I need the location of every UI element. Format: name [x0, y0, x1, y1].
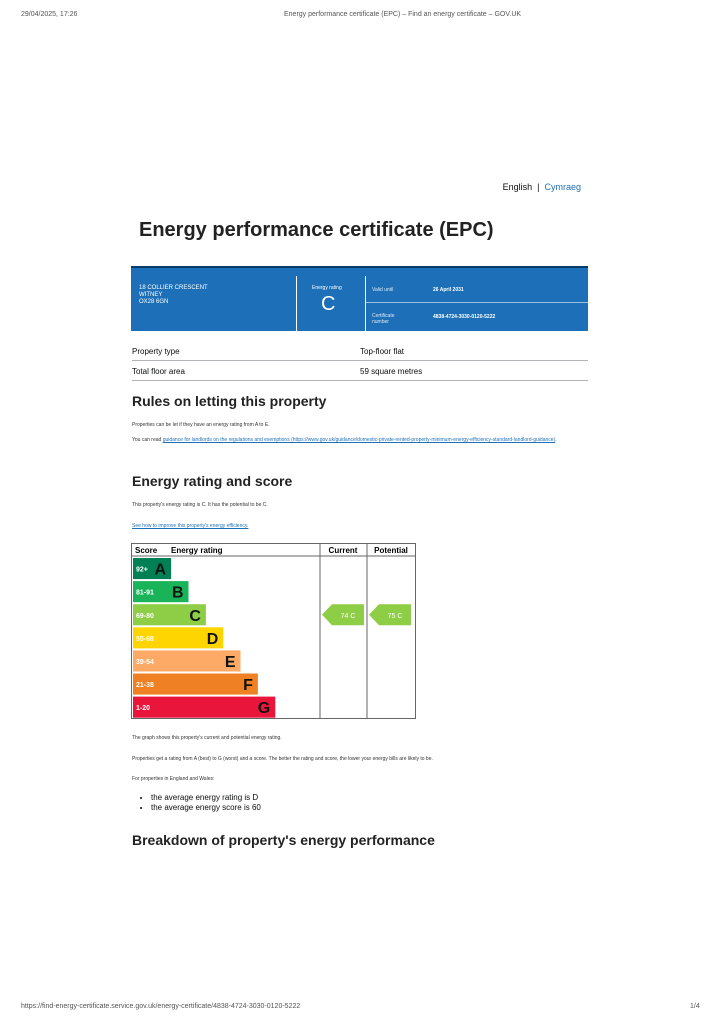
- address-line: WITNEY: [139, 292, 163, 298]
- banner-divider: [365, 276, 366, 331]
- england-wales-intro: For properties in England and Wales:: [132, 776, 215, 782]
- graph-header-score: Score: [135, 546, 158, 555]
- energy-rating-heading: Energy rating and score: [132, 473, 293, 489]
- property-address: [139, 285, 208, 306]
- language-welsh-link[interactable]: Cymraeg: [544, 182, 581, 192]
- average-rating-list: [134, 793, 261, 813]
- energy-rating-value: C: [321, 293, 336, 315]
- property-type-row: [132, 341, 588, 361]
- rules-guidance-suffix: .: [555, 437, 557, 443]
- floor-area-row: [132, 361, 588, 381]
- rules-heading: Rules on letting this property: [132, 393, 327, 409]
- improve-efficiency-link[interactable]: See how to improve this property's energy efficiency.: [132, 523, 249, 529]
- rules-paragraph: Properties can be let if they have an energy rating from A to E.: [132, 422, 270, 428]
- graph-header-current: Current: [328, 546, 358, 555]
- floor-area-value: 59 square metres: [360, 367, 423, 376]
- band-score-label: 1-20: [136, 705, 151, 713]
- language-switcher: [503, 182, 581, 192]
- energy-rating-paragraph: This property's energy rating is C. It has the potential to be C.: [132, 502, 268, 508]
- current-rating-arrow-label: 74 C: [340, 612, 356, 620]
- property-type-key: Property type: [132, 347, 180, 356]
- band-score-label: 81-91: [136, 589, 154, 597]
- list-item: • the average energy rating is D: [151, 793, 261, 803]
- print-datetime: 29/04/2025, 17:26: [21, 11, 78, 18]
- floor-area-key: Total floor area: [132, 367, 185, 376]
- language-separator: |: [537, 182, 540, 192]
- band-letter-label: F: [243, 677, 253, 695]
- epc-summary-banner: [131, 266, 588, 331]
- certificate-number-label-line: number: [372, 319, 389, 325]
- band-letter-label: C: [189, 607, 201, 625]
- certificate-number-value: 4838-4724-3030-0120-5222: [433, 314, 496, 320]
- graph-header-potential: Potential: [374, 546, 408, 555]
- band-score-label: 21-38: [136, 682, 154, 690]
- band-letter-label: G: [257, 700, 271, 718]
- breakdown-heading: Breakdown of property's energy performance: [132, 832, 435, 848]
- rules-guidance-prefix: You can read: [132, 437, 163, 443]
- landlord-guidance-link[interactable]: guidance for landlords on the regulations and exemptions (https://www.gov.uk/guidance/domestic-private-rented-property-minimum-energy-efficiency-standard-landlord-guidance): [162, 437, 556, 443]
- band-score-label: 69-80: [136, 612, 154, 620]
- band-letter-label: B: [171, 584, 184, 602]
- print-page-title: Energy performance certificate (EPC) – Find an energy certificate – GOV.UK: [284, 11, 522, 18]
- print-url: https://find-energy-certificate.service.gov.uk/energy-certificate/4838-4724-3030-0120-5222: [21, 1003, 301, 1010]
- graph-description: The graph shows this property's current and potential energy rating.: [132, 735, 282, 741]
- energy-rating-graph: [131, 543, 417, 720]
- list-item: • the average energy score is 60: [151, 803, 261, 813]
- rating-band-g: [133, 697, 275, 718]
- rules-guidance-paragraph: [132, 437, 588, 444]
- language-english[interactable]: English: [502, 182, 533, 192]
- graph-header-rating: Energy rating: [171, 546, 223, 555]
- band-letter-label: E: [224, 653, 236, 671]
- band-letter-label: D: [206, 630, 219, 648]
- energy-rating-label: Energy rating: [312, 285, 342, 291]
- certificate-number-label: [372, 313, 395, 325]
- address-line: 18 COLLIER CRESCENT: [139, 285, 208, 291]
- property-type-value: Top-floor flat: [360, 347, 405, 356]
- rating-explanation: Properties get a rating from A (best) to G (worst) and a score. The better the rating and score, the lower your energy bills are likely to be.: [132, 756, 433, 762]
- page-title: Energy performance certificate (EPC): [139, 219, 494, 241]
- potential-rating-arrow-label: 75 C: [387, 612, 403, 620]
- print-page-number: 1/4: [690, 1003, 700, 1010]
- valid-until-label: Valid until: [372, 287, 394, 293]
- banner-divider: [366, 302, 588, 303]
- address-line: OX28 6GN: [139, 299, 169, 305]
- certificate-number-label-line: Certificate: [372, 313, 395, 319]
- band-score-label: 39-54: [136, 658, 154, 666]
- band-letter-label: A: [154, 561, 167, 579]
- band-score-label: 55-68: [136, 635, 154, 643]
- banner-divider: [296, 276, 297, 331]
- valid-until-value: 26 April 2031: [433, 287, 464, 293]
- band-score-label: 92+: [136, 566, 148, 574]
